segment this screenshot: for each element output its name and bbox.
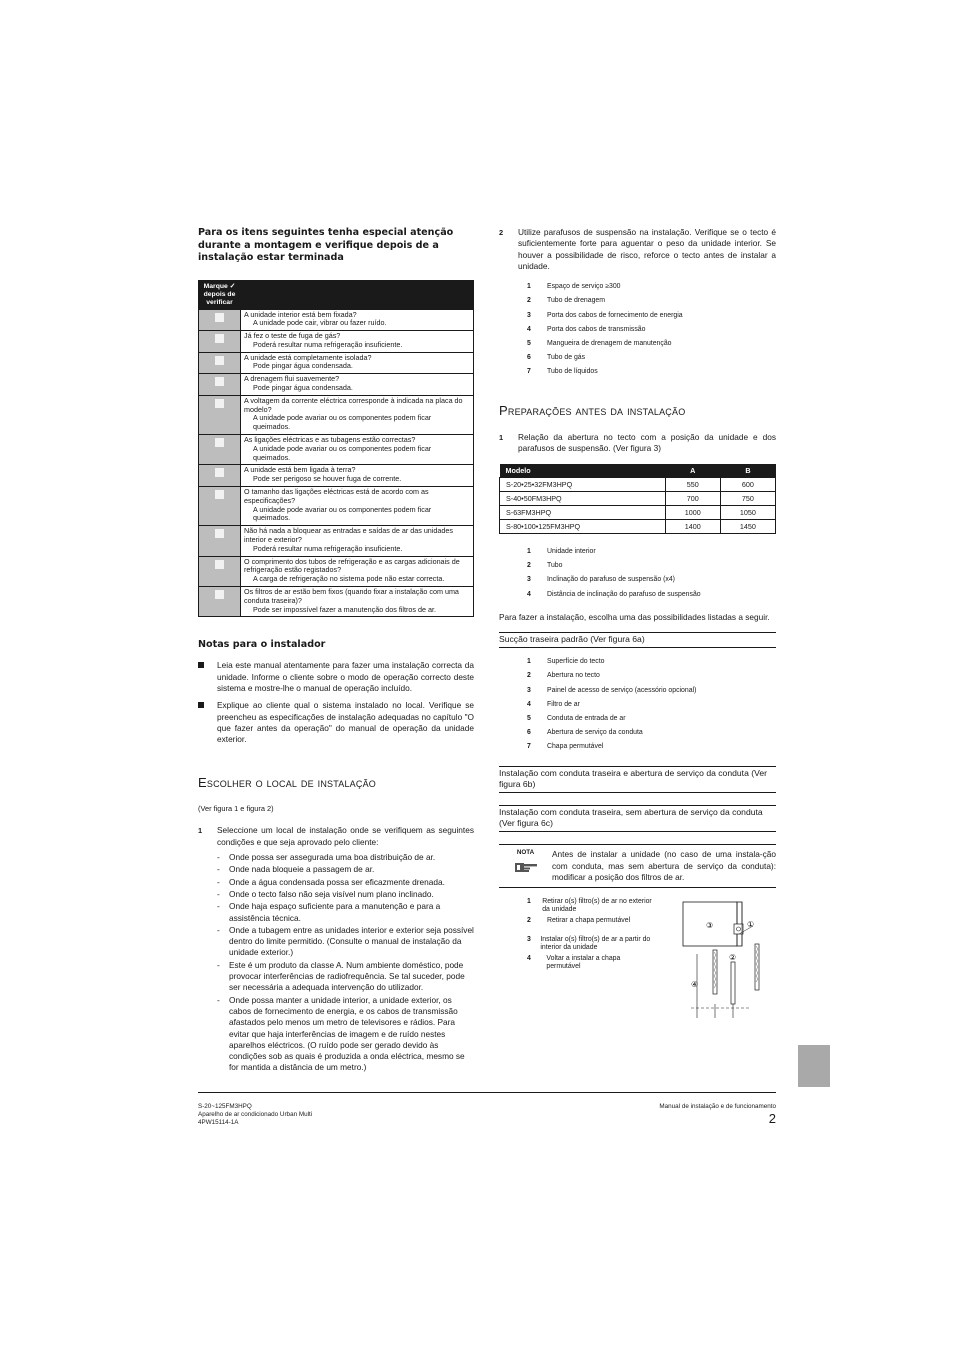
option-b-title: Instalação com conduta traseira e abertura de serviço da conduta (Ver figura 6b) xyxy=(499,766,776,793)
figure-legend-1 xyxy=(527,283,776,382)
checkbox[interactable] xyxy=(215,313,224,322)
checkbox[interactable] xyxy=(215,399,224,408)
check-question: A voltagem da corrente eléctrica corresponde à indicada na placa do modelo? xyxy=(244,395,463,414)
checkbox-cell xyxy=(199,331,241,353)
checkbox-cell xyxy=(199,309,241,331)
condition-item: - Onde a tubagem entre as unidades interior e exterior seja possível dentro do limite permitido. (Consulte o manual de instalação da unidade exterior.) xyxy=(217,925,474,959)
checklist-header: Marque ✓ depois de verificar xyxy=(199,280,241,309)
choose-option-text: Para fazer a instalação, escolha uma das possibilidades listadas a seguir. xyxy=(499,611,770,622)
dimension-a: 1400 xyxy=(665,520,720,534)
legend-number: 2 xyxy=(527,562,531,570)
checkbox[interactable] xyxy=(215,438,224,447)
legend-number: 3 xyxy=(527,936,531,944)
footer-model: S-20~125FM3HPQ xyxy=(198,1103,252,1110)
suspension-item-2: 2 Utilize parafusos de suspensão na instalação. Verifique se o tecto é suficientemente forte para aguentar o peso da unidade interior. Se houver a possibilidade de risco, reforce o tecto antes de instalar a unidade. xyxy=(499,227,776,271)
dimension-b: 1050 xyxy=(720,506,775,520)
model-dimension-table xyxy=(499,464,776,534)
checklist-row xyxy=(199,309,474,331)
page-number: 2 xyxy=(768,1111,776,1126)
col-header-model: Modelo xyxy=(500,464,666,478)
condition-item: - Este é um produto da classe A. Num ambiente doméstico, pode provocar interferências de radiofrequência. Se tal suceder, pode ser necessária a adequada intervenção do utilizador. xyxy=(217,960,474,994)
section-title-location: Escolher o local de instalação xyxy=(198,775,376,791)
check-question: A drenagem flui suavemente? xyxy=(244,374,340,384)
legend-text: Abertura no tecto xyxy=(547,672,600,680)
checklist-text xyxy=(241,374,474,396)
legend-number: 5 xyxy=(527,714,531,722)
legend-number: 4 xyxy=(527,955,531,963)
legend-item xyxy=(527,576,776,590)
checklist-row xyxy=(199,587,474,617)
checkbox-cell xyxy=(199,487,241,526)
checkbox-cell xyxy=(199,395,241,434)
legend-item xyxy=(527,687,776,701)
dimension-b: 1450 xyxy=(720,520,775,534)
legend-text: Superfície do tecto xyxy=(547,658,605,666)
legend-text: Inclinação do parafuso de suspensão (x4) xyxy=(547,576,675,584)
section-title-preparations: Preparações antes da instalação xyxy=(499,402,686,418)
checklist-text xyxy=(241,309,474,331)
checklist-row xyxy=(199,435,474,465)
legend-item xyxy=(527,715,776,729)
check-consequence: Pode ser perigoso se houver fuga de corrente. xyxy=(253,474,402,484)
figure-label-2: ② xyxy=(729,953,737,963)
legend-item xyxy=(527,658,776,672)
checkbox-cell xyxy=(199,352,241,374)
legend-number: 4 xyxy=(527,700,531,708)
bullet-square-icon xyxy=(198,662,204,668)
section-figure-ref: (Ver figura 1 e figura 2) xyxy=(198,804,274,814)
check-consequence: Pode pingar água condensada. xyxy=(253,361,353,371)
legend-text: Retirar o(s) filtro(s) de ar no exterior da unidade xyxy=(542,898,652,914)
checkbox-cell xyxy=(199,435,241,465)
legend-number: 5 xyxy=(527,339,531,347)
legend-number: 1 xyxy=(527,548,531,556)
checkbox-cell xyxy=(199,526,241,556)
checklist-row xyxy=(199,395,474,434)
checklist-header-blank xyxy=(241,280,474,309)
checkbox[interactable] xyxy=(215,377,224,386)
checklist-text xyxy=(241,352,474,374)
checklist-text xyxy=(241,395,474,434)
legend-number: 2 xyxy=(527,672,531,680)
checkbox-cell xyxy=(199,587,241,617)
legend-number: 1 xyxy=(527,658,531,666)
condition-item: - Onde a água condensada possa ser eficazmente drenada. xyxy=(217,877,474,888)
footer-left xyxy=(198,1103,312,1127)
legend-item xyxy=(527,368,776,382)
check-consequence: Poderá resultar numa refrigeração insuficiente. xyxy=(253,543,403,553)
checkbox[interactable] xyxy=(215,356,224,365)
check-question: Os filtros de ar estão bem fixos (quando fixar a instalação com uma conduta traseira)? xyxy=(244,587,459,605)
note-item: Leia este manual atentamente para fazer uma instalação correcta da unidade. Informe o cliente sobre o modo de operação correcto deste sistema e mostre-lhe o manual de operação incluído. xyxy=(198,660,474,694)
conditions-list xyxy=(217,852,474,1074)
legend-text: Abertura de serviço da conduta xyxy=(547,729,643,737)
check-question: As ligações eléctricas e as tubagens estão correctas? xyxy=(244,435,416,445)
checklist-text xyxy=(241,331,474,353)
legend-text: Conduta de entrada de ar xyxy=(547,714,626,722)
dimension-a: 1000 xyxy=(665,506,720,520)
legend-text: Espaço de serviço ≥300 xyxy=(547,283,621,291)
figure-label-1: ① xyxy=(747,920,755,930)
condition-item: - Onde o tecto falso não seja visível num plano inclinado. xyxy=(217,889,474,900)
model-name: S-63FM3HPQ xyxy=(500,506,666,520)
figure-legend-filters xyxy=(527,898,653,974)
legend-number: 7 xyxy=(527,368,531,376)
legend-number: 3 xyxy=(527,576,531,584)
model-row xyxy=(500,506,776,520)
legend-text: Porta dos cabos de fornecimento de energia xyxy=(547,311,683,319)
legend-item xyxy=(527,701,776,715)
note-label: NOTA xyxy=(499,849,552,883)
legend-item xyxy=(527,297,776,311)
checklist-table xyxy=(198,280,474,618)
dimension-b: 600 xyxy=(720,478,775,492)
checklist-text xyxy=(241,465,474,487)
checkbox-cell xyxy=(199,465,241,487)
checklist-row xyxy=(199,374,474,396)
filter-figure xyxy=(677,898,777,1028)
legend-number: 4 xyxy=(527,590,531,598)
checklist-text xyxy=(241,435,474,465)
model-name: S-40•50FM3HPQ xyxy=(500,492,666,506)
legend-number: 7 xyxy=(527,743,531,751)
check-consequence: A unidade pode avariar ou os componentes podem ficar queimados. xyxy=(253,413,432,432)
checkbox-cell xyxy=(199,556,241,586)
note-text: Antes de instalar a unidade (no caso de uma instala-ção com conduta, mas sem abertura de serviço da conduta): modificar a posição dos filtros de ar. xyxy=(552,849,776,883)
legend-number: 3 xyxy=(527,311,531,319)
legend-number: 6 xyxy=(527,729,531,737)
note-item: Explique ao cliente qual o sistema instalado no local. Verifique se preencheu as especificações de instalação adequadas no capítulo "O que fazer antes da operação" do manual de operação da unidade exterior. xyxy=(198,700,474,745)
legend-text: Instalar o(s) filtro(s) de ar a partir do interior da unidade xyxy=(540,936,651,952)
checklist-row xyxy=(199,526,474,556)
check-consequence: A unidade pode cair, vibrar ou fazer ruído. xyxy=(253,318,387,328)
legend-item xyxy=(527,936,653,955)
checkbox[interactable] xyxy=(215,334,224,343)
dimension-b: 750 xyxy=(720,492,775,506)
check-question: Já fez o teste de fuga de gás? xyxy=(244,331,341,341)
model-row xyxy=(500,520,776,534)
legend-item xyxy=(527,562,776,576)
legend-item xyxy=(527,312,776,326)
check-question: A unidade está completamente isolada? xyxy=(244,352,372,362)
option-a-title: Sucção traseira padrão (Ver figura 6a) xyxy=(499,632,776,648)
language-tab xyxy=(798,1045,830,1087)
legend-text: Mangueira de drenagem de manutenção xyxy=(547,339,672,347)
model-row xyxy=(500,478,776,492)
condition-item: - Onde haja espaço suficiente para a manutenção e para a assistência técnica. xyxy=(217,901,474,924)
legend-number: 4 xyxy=(527,325,531,333)
notes-title: Notas para o instalador xyxy=(198,639,326,651)
checklist-row xyxy=(199,556,474,586)
legend-text: Retirar a chapa permutável xyxy=(547,917,631,925)
checklist-text xyxy=(241,526,474,556)
check-consequence: Pode ser impossível fazer a manutenção dos filtros de ar. xyxy=(253,604,436,614)
figure-label-4: ④ xyxy=(691,980,699,990)
checklist-intro-title: Para os itens seguintes tenha especial atenção durante a montagem e verifique depois de a instalação estar terminada xyxy=(198,227,454,263)
legend-number: 2 xyxy=(527,297,531,305)
legend-item xyxy=(527,898,653,917)
check-question: Não há nada a bloquear as entradas e saídas de ar das unidades interior e exterior? xyxy=(244,526,453,545)
checklist-text xyxy=(241,556,474,586)
check-question: O comprimento dos tubos de refrigeração e as cargas adicionais de refrigeração estão registados? xyxy=(244,556,460,575)
condition-item: - Onde possa ser assegurada uma boa distribuição de ar. xyxy=(217,852,474,863)
legend-text: Unidade interior xyxy=(547,548,596,556)
footer-code: 4PW15114-1A xyxy=(198,1119,239,1126)
legend-item xyxy=(527,743,776,757)
option-c-title: Instalação com conduta traseira, sem abertura de serviço da conduta (Ver figura 6c) xyxy=(499,805,776,832)
legend-item xyxy=(527,340,776,354)
model-name: S-20•25•32FM3HPQ xyxy=(500,478,666,492)
note-box xyxy=(499,844,776,888)
col-header-a: A xyxy=(665,464,720,478)
checkbox[interactable] xyxy=(215,590,224,599)
legend-number: 6 xyxy=(527,354,531,362)
col-header-b: B xyxy=(720,464,775,478)
filter-procedure xyxy=(499,898,776,1038)
legend-item xyxy=(527,917,653,936)
legend-item xyxy=(527,354,776,368)
bullet-square-icon xyxy=(198,702,204,708)
legend-item xyxy=(527,326,776,340)
checkbox[interactable] xyxy=(215,529,224,538)
figure-legend-3 xyxy=(527,548,776,605)
model-row xyxy=(500,492,776,506)
figure-legend-6a xyxy=(527,658,776,757)
legend-item xyxy=(527,548,776,562)
checklist-row xyxy=(199,352,474,374)
check-question: A unidade está bem ligada à terra? xyxy=(244,465,356,475)
check-consequence: A carga de refrigeração no sistema pode não estar correcta. xyxy=(253,574,445,584)
legend-text: Voltar a instalar a chapa permutável xyxy=(546,955,621,971)
legend-text: Chapa permutável xyxy=(547,743,604,751)
checklist-row xyxy=(199,465,474,487)
legend-text: Distância de inclinação do parafuso de suspensão xyxy=(547,590,701,598)
left-column xyxy=(198,227,474,1075)
figure-label-3: ③ xyxy=(706,921,714,931)
condition-item: - Onde possa manter a unidade interior, a unidade exterior, os cabos de fornecimento de energia, e os cabos de transmissão afastados pelo menos um metro de televisores e rádios. Para evitar que haja interferências de imagem e de ruído nestes aparelhos eléctricos. (O ruído pode ser gerado devido às condições sob as quais é produzida a onda eléctrica, mesmo se for mantida a distância de um metro.) xyxy=(217,995,474,1074)
legend-item xyxy=(527,283,776,297)
dimension-a: 550 xyxy=(665,478,720,492)
legend-text: Porta dos cabos de transmissão xyxy=(547,325,646,333)
checklist-text xyxy=(241,487,474,526)
legend-item xyxy=(527,729,776,743)
prep-item-1: 1 Relação da abertura no tecto com a posição da unidade e dos parafusos de suspensão. (Ver figura 3) xyxy=(499,431,776,453)
right-column xyxy=(499,227,776,1038)
legend-item xyxy=(527,591,776,605)
check-consequence: A unidade pode avariar ou os componentes podem ficar queimados. xyxy=(253,504,432,523)
pointing-hand-icon xyxy=(513,858,539,876)
legend-number: 2 xyxy=(527,917,531,925)
checklist-row xyxy=(199,487,474,526)
check-question: A unidade interior está bem fixada? xyxy=(244,309,357,319)
checkbox-cell xyxy=(199,374,241,396)
legend-text: Tubo de drenagem xyxy=(547,297,605,305)
location-item-1: 1 Seleccione um local de instalação onde se verifiquem as seguintes condições e que seja aprovado pelo cliente: xyxy=(198,825,474,847)
check-consequence: A unidade pode avariar ou os componentes podem ficar queimados. xyxy=(253,443,432,462)
footer-rule xyxy=(198,1092,776,1093)
legend-text: Tubo de gás xyxy=(547,354,586,362)
checklist-row xyxy=(199,331,474,353)
checkbox[interactable] xyxy=(215,490,224,499)
footer-manual-title: Manual de instalação e de funcionamento xyxy=(659,1103,776,1110)
check-consequence: Poderá resultar numa refrigeração insuficiente. xyxy=(253,339,403,349)
check-consequence: Pode pingar água condensada. xyxy=(253,383,353,393)
footer-product: Aparelho de ar condicionado Urban Multi xyxy=(198,1111,313,1118)
checklist-text xyxy=(241,587,474,617)
legend-text: Tubo xyxy=(547,562,563,570)
checkbox[interactable] xyxy=(215,468,224,477)
dimension-a: 700 xyxy=(665,492,720,506)
condition-item: - Onde nada bloqueie a passagem de ar. xyxy=(217,864,474,875)
legend-item xyxy=(527,672,776,686)
legend-text: Painel de acesso de serviço (acessório opcional) xyxy=(547,686,697,694)
legend-number: 1 xyxy=(527,898,531,906)
legend-number: 1 xyxy=(527,283,531,291)
checkbox[interactable] xyxy=(215,560,224,569)
model-name: S-80•100•125FM3HPQ xyxy=(500,520,666,534)
legend-text: Tubo de líquidos xyxy=(547,368,598,376)
legend-number: 3 xyxy=(527,686,531,694)
check-question: O tamanho das ligações eléctricas está de acordo com as especificações? xyxy=(244,487,429,505)
legend-text: Filtro de ar xyxy=(547,700,580,708)
legend-item xyxy=(527,955,653,974)
